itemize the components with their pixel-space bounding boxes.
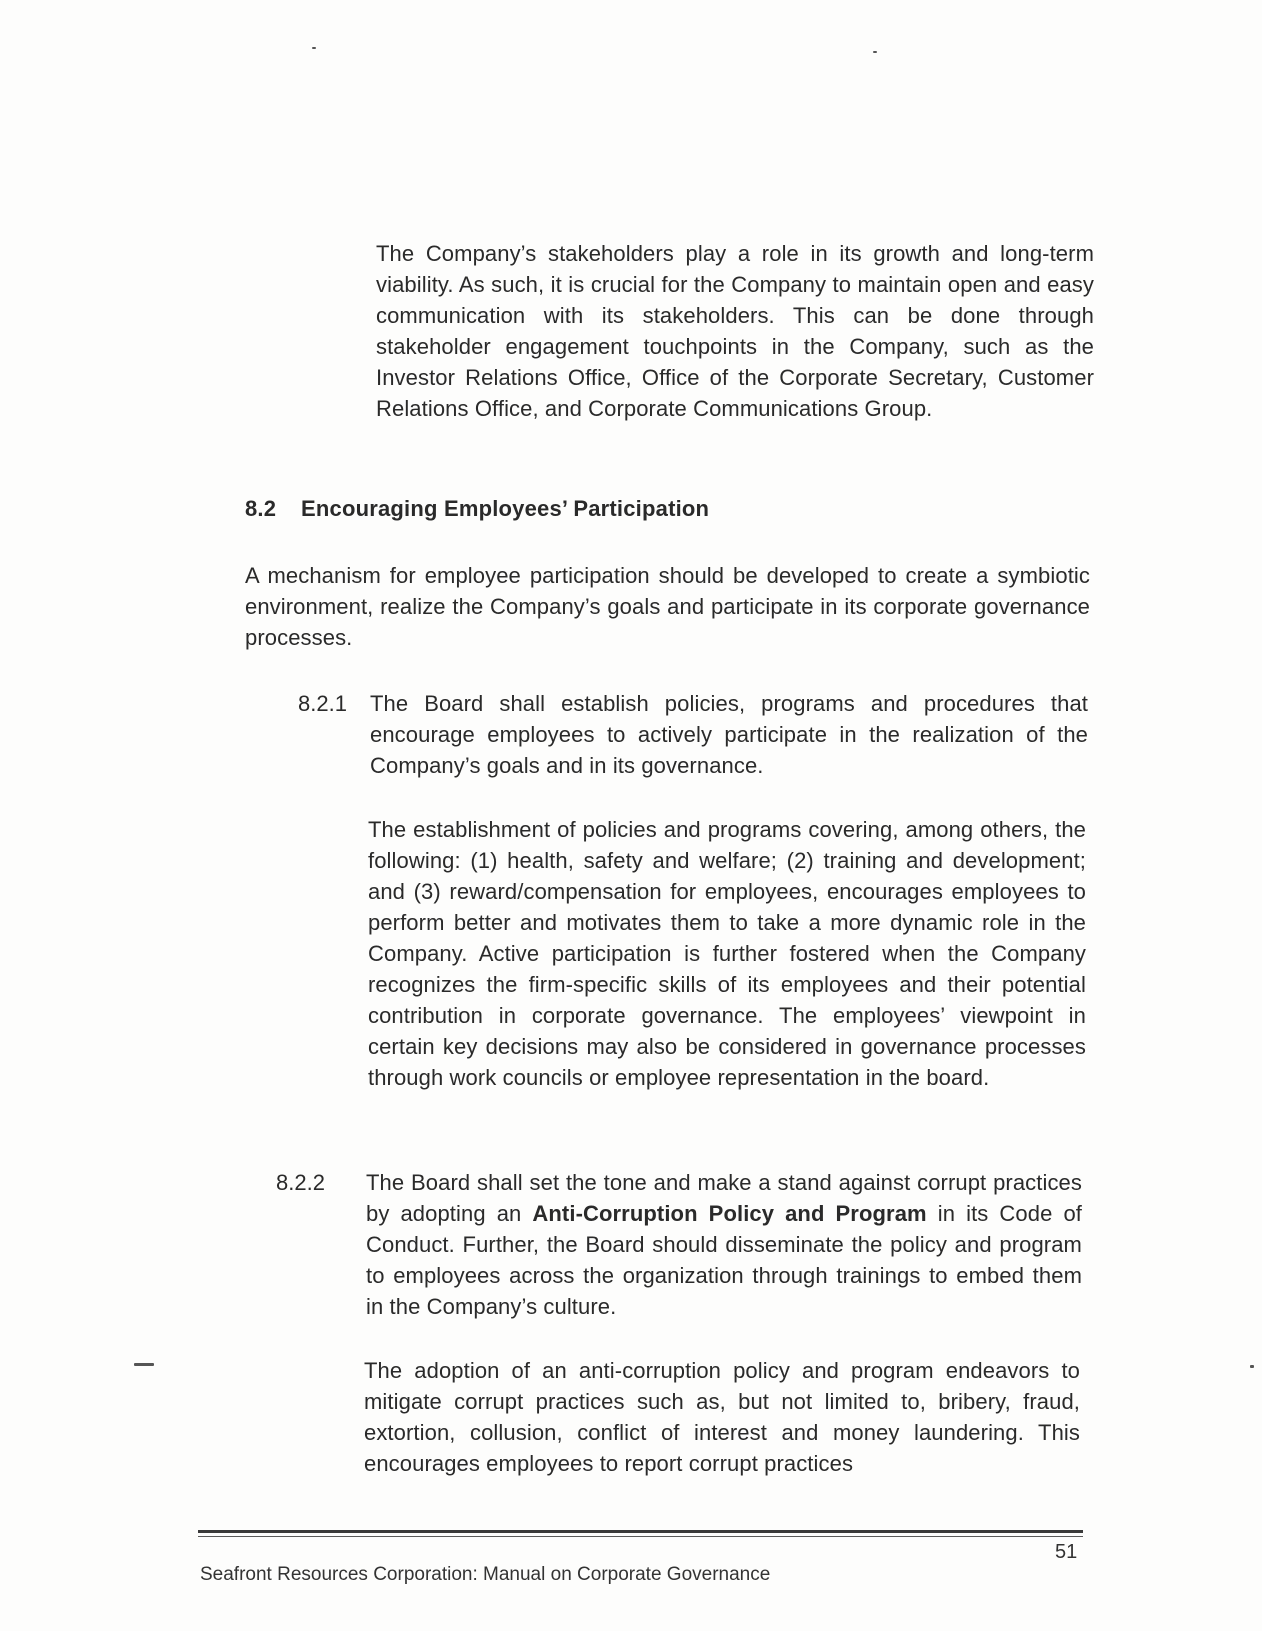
paragraph-text: The Board shall set the tone and make a stand against corrupt practices by adopting an [366,1170,1082,1226]
scan-speck [134,1363,154,1366]
section-number: 8.2 [245,496,277,521]
scan-speck [873,51,877,53]
footer-rule [198,1530,1083,1533]
scan-speck [1250,1365,1254,1368]
policy-name-bold: Anti-Corruption Policy and Program [532,1201,927,1226]
subsection-paragraph [366,1167,1082,1322]
intro-paragraph: The Company’s stakeholders play a role in its growth and long-term viability. As such, it is crucial for the Company to maintain open and easy communication with its stakeholders. This can be done through stakeholder engagement touchpoints in the Company, such as the Investor Relations Office, Office of the Corporate Secretary, Customer Relations Office, and Corporate Communications Group. [376,241,1094,421]
page-number: 51 [1055,1541,1078,1563]
footer-rule-thin [198,1536,1083,1537]
subsection-paragraph: The Board shall establish policies, programs and procedures that encourage employees to actively participate in the realization of the Company’s goals and in its governance. [370,691,1088,778]
section-paragraph: A mechanism for employee participation should be developed to create a symbiotic environment, realize the Company’s goals and participate in its corporate governance processes. [245,563,1090,650]
section-heading [245,496,709,522]
section-title: Encouraging Employees’ Participation [301,496,710,521]
scan-speck [312,47,316,49]
subsection-paragraph: The adoption of an anti-corruption policy and program endeavors to mitigate corrupt practices such as, but not limited to, bribery, fraud, extortion, collusion, conflict of interest and money laundering. This encourages employees to report corrupt practices [364,1358,1080,1476]
subsection-paragraph: The establishment of policies and programs covering, among others, the following: (1) health, safety and welfare; (2) training and development; and (3) reward/compensation for employees, encourages employees to perform better and motivates them to take a more dynamic role in the Company. Active participation is further fostered when the Company recognizes the firm-specific skills of its employees and their potential contribution in corporate governance. The employees’ viewpoint in certain key decisions may also be considered in governance processes through work councils or employee representation in the board. [368,817,1086,1090]
paragraph-text: in its Code of Conduct. Further, the Board should disseminate the policy and program to employees across the organization through trainings to embed them in the Company’s culture. [366,1201,1082,1319]
subsection-number: 8.2.2 [276,1170,325,1195]
subsection-number: 8.2.1 [298,691,347,716]
footer-text: Seafront Resources Corporation: Manual on Corporate Governance [200,1564,771,1585]
